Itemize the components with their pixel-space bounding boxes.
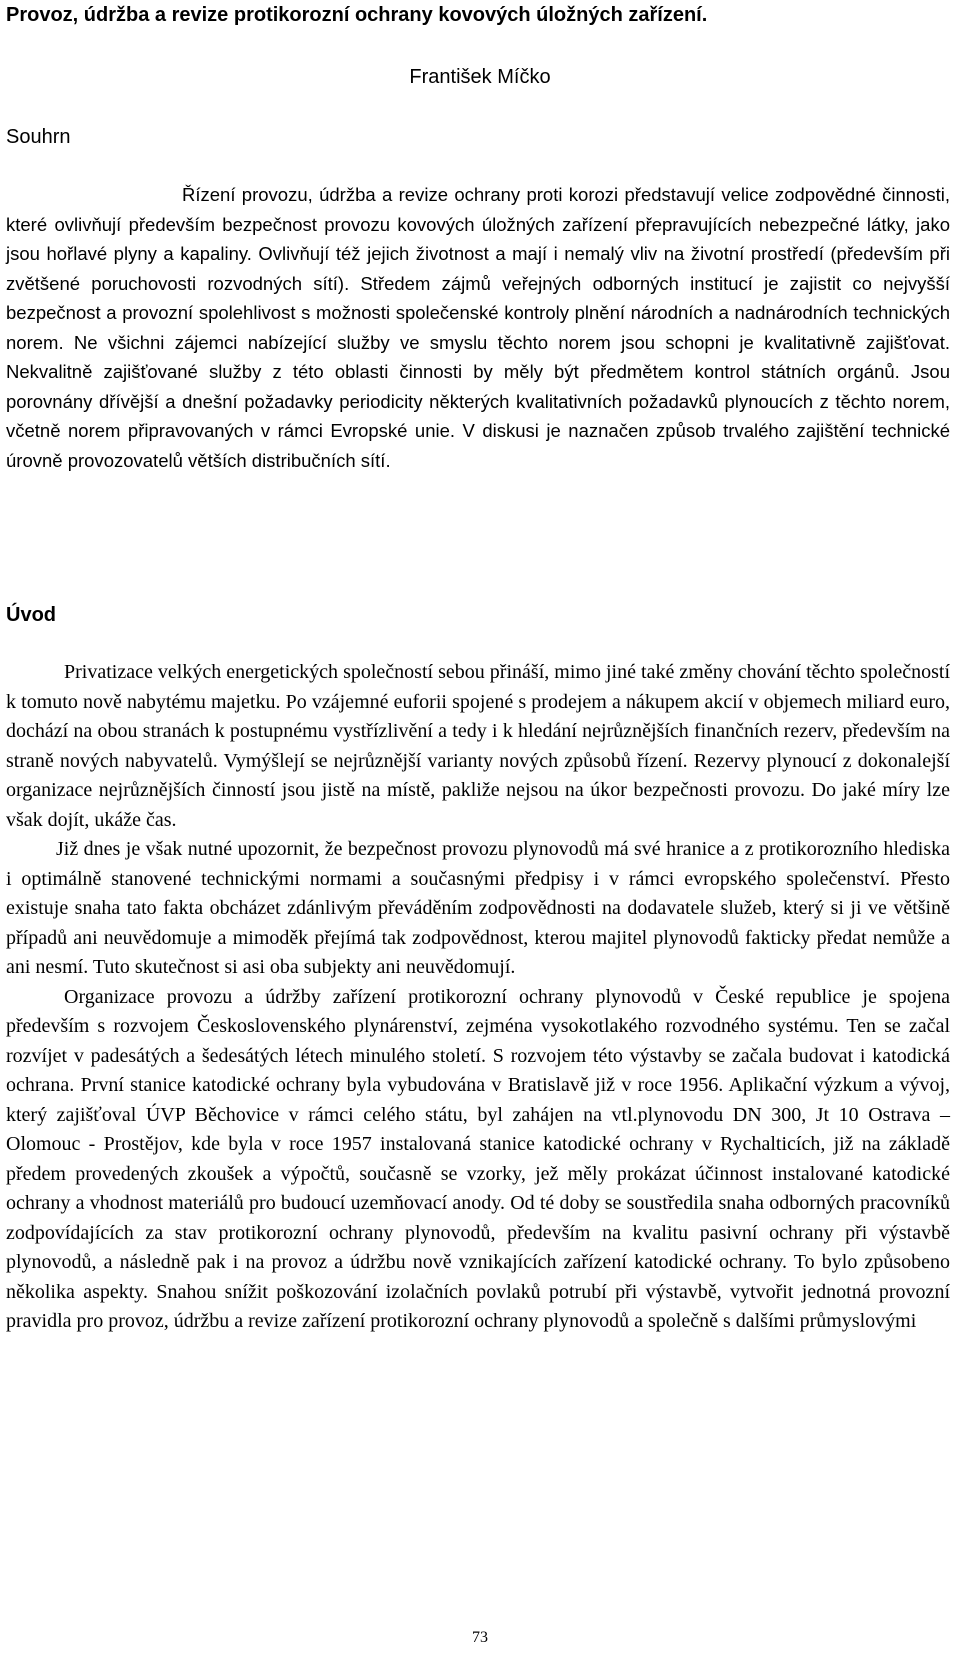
page-number: 73 — [472, 1629, 488, 1646]
intro-section — [6, 658, 950, 1337]
intro-paragraph: Privatizace velkých energetických společností sebou přináší, mimo jiné také změny chování těchto společností k tomuto nově nabytému majetku. Po vzájemné euforii spojené s prodejem a nákupem akcií v objemech miliard euro, dochází na obou stranách k postupnému vystřízlivění a tedy i k hledání nejrůznějších finančních rezerv, především na straně nových nabyvatelů. Vymýšlejí se nejrůznější varianty nových způsobů řízení. Rezervy plynoucí z dokonalejší organizace nejrůznějších činností jsou jistě na místě, pakliže nejsou na úkor bezpečnosti provozu. Do jaké míry lze však dojít, ukáže čas. — [6, 661, 950, 831]
document-title: Provoz, údržba a revize protikorozní ochrany kovových úložných zařízení. — [6, 4, 708, 26]
intro-paragraph: Již dnes je však nutné upozornit, že bezpečnost provozu plynovodů má své hranice a z protikorozního hlediska i optimálně stanovené technickými normami a současnými předpisy i v rámci evropského společenství. Přesto existuje snaha tato fakta obcházet zdánlivým převáděním zodpovědnosti na dodavatele služeb, který si ji ve většině případů ani neuvědomuje a mimoděk přejímá tak zodpovědnost, kterou majitel plynovodů fakticky předat nemůže a ani nesmí. Tuto skutečnost si asi oba subjekty ani neuvědomují. — [6, 838, 950, 978]
intro-paragraph: Organizace provozu a údržby zařízení protikorozní ochrany plynovodů v České republice je spojena především s rozvojem Československého plynárenství, zejména vysokotlakého rozvodného systému. Ten se začal rozvíjet v padesátých a šedesátých létech minulého století. S rozvojem této výstavby se začala budovat i katodická ochrana. První stanice katodické ochrany byla vybudována v Bratislavě již v roce 1956. Aplikační výzkum a vývoj, který zajišťoval ÚVP Běchovice v rámci celého státu, byl zahájen na vtl.plynovodu DN 300, Jt 10 Ostrava – Olomouc - Prostějov, kde byla v roce 1957 instalovaná stanice katodické ochrany v Rychalticích, již na základě předem provedených zkoušek a výpočtů, současně se vzorky, jež měly prokázat účinnost instalované katodické ochrany a vhodnost materiálů pro budoucí uzemňovací anody. Od té doby se soustředila snaha odborných pracovníků zodpovídajících za stav protikorozní ochrany plynovodů, především na kvalitu pasivní ochrany při výstavbě plynovodů, a následně pak i na provoz a údržbu nově vznikajících zařízení katodické ochrany. To bylo způsobeno několika aspekty. Snahou snížit poškozování izolačních povlaků potrubí při výstavbě, vytvořit jednotná provozní pravidla pro provoz, údržbu a revize zařízení protikorozní ochrany plynovodů a společně s dalšími průmyslovými — [6, 985, 950, 1332]
author-name: František Míčko — [409, 66, 551, 88]
intro-heading: Úvod — [6, 604, 56, 626]
abstract-heading: Souhrn — [6, 126, 71, 148]
abstract-paragraph: Řízení provozu, údržba a revize ochrany proti korozi představují velice zodpovědné činnosti, které ovlivňují především bezpečnost provozu kovových úložných zařízení přepravujících nebezpečné látky, jako jsou hořlavé plyny a kapaliny. Ovlivňují též jejich životnost a mají i nemalý vliv na životní prostředí (především při zvětšené poruchovosti rozvodných sítí). Středem zájmů veřejných odborných institucí je zajistit co nejvyšší bezpečnost a provozní spolehlivost s možnosti společenské kontroly plnění národních a nadnárodních technických norem. Ne všichni zájemci nabízející služby ve smyslu těchto norem jsou schopni je kvalitativně zajišťovat. Nekvalitně zajišťované služby z této oblasti činnosti by měly být předmětem kontrol státních orgánů. Jsou porovnány dřívější a dnešní požadavky periodicity některých kvalitativních požadavků plynoucích z těchto norem, včetně norem připravovaných v rámci Evropské unie. V diskusi je naznačen způsob trvalého zajištění technické úrovně provozovatelů větších distribučních sítí. — [6, 184, 950, 471]
